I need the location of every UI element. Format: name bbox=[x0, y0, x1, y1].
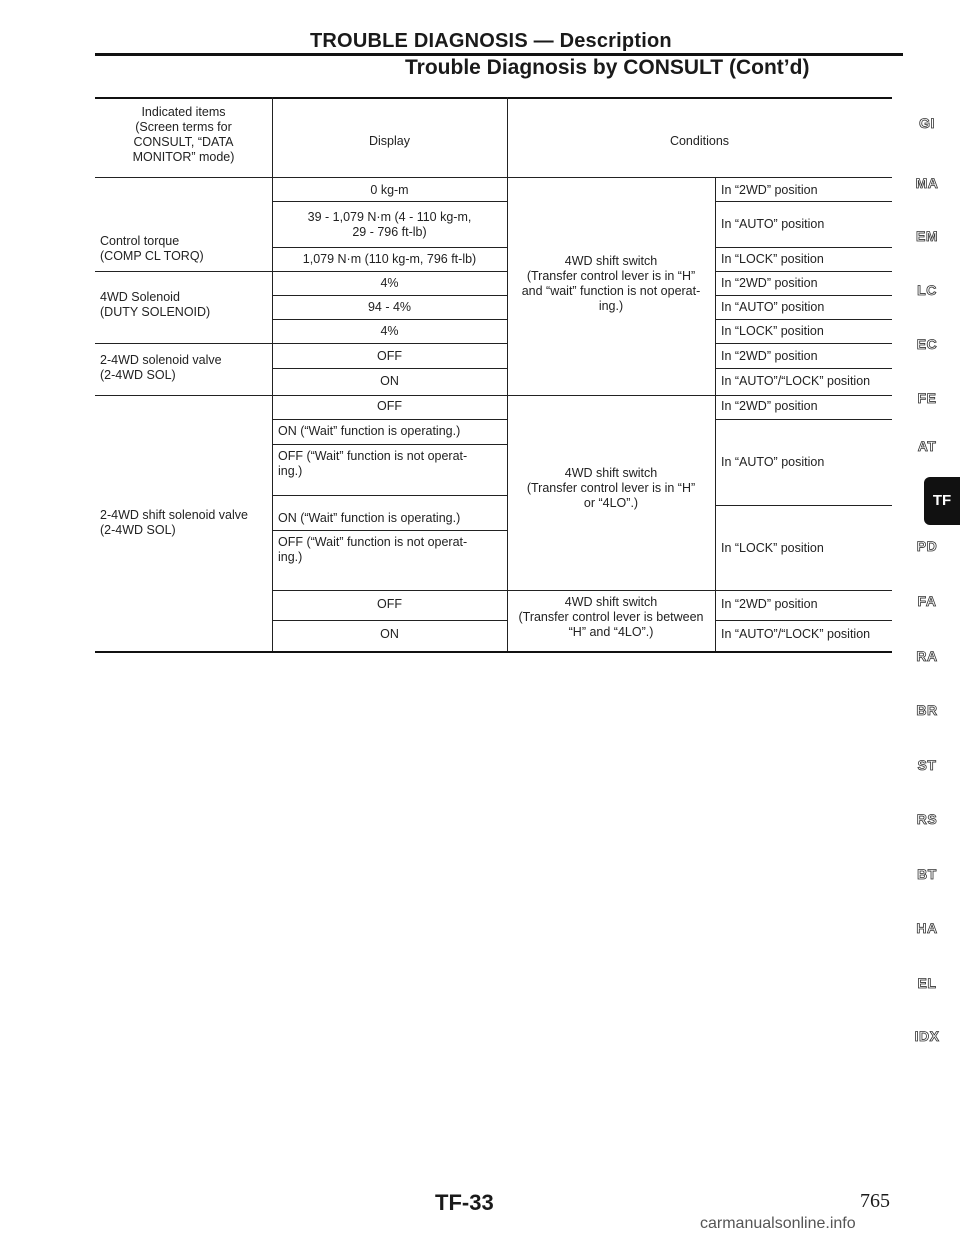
display-cell-d8 bbox=[272, 374, 507, 389]
sidebar-item-bt[interactable]: BT bbox=[917, 866, 937, 882]
display-cell-d9 bbox=[272, 399, 507, 414]
display-cell-d2 bbox=[272, 210, 507, 240]
group-rule bbox=[95, 395, 272, 396]
display-cell-d1 bbox=[272, 183, 507, 198]
sidebar-item-fe[interactable]: FE bbox=[917, 390, 937, 406]
page-code: TF-33 bbox=[435, 1190, 494, 1215]
page-title: TROUBLE DIAGNOSIS — Description bbox=[310, 30, 672, 52]
position-row-rule bbox=[715, 247, 892, 248]
sidebar-item-ha[interactable]: HA bbox=[916, 920, 938, 936]
col-rule-3 bbox=[715, 177, 716, 651]
position-row-rule bbox=[715, 505, 892, 506]
sidebar-item-st[interactable]: ST bbox=[917, 757, 937, 773]
position-cell-p2: In “AUTO” position bbox=[721, 217, 825, 231]
position-cell-p8: In “AUTO”/“LOCK” position bbox=[721, 374, 871, 388]
sidebar-item-lc[interactable]: LC bbox=[917, 282, 937, 298]
display-cell-d13-line: OFF (“Wait” function is not operat- bbox=[278, 535, 468, 549]
label-2-4wd-solenoid-valve-line: (2-4WD SOL) bbox=[100, 368, 176, 382]
display-cell-d2-line: 39 - 1,079 N·m (4 - 110 kg-m, bbox=[307, 210, 472, 224]
condition-4wd-shift-switch-1-line: (Transfer control lever is in “H” bbox=[526, 269, 696, 283]
header-indicated-items bbox=[95, 105, 272, 165]
display-cell-d7 bbox=[272, 349, 507, 364]
display-row-rule bbox=[272, 201, 507, 202]
position-row-rule bbox=[715, 620, 892, 621]
position-cell-p9: In “2WD” position bbox=[721, 399, 818, 413]
position-row-rule bbox=[715, 590, 892, 591]
sidebar-item-ma[interactable]: MA bbox=[915, 175, 939, 191]
header-conditions: Conditions bbox=[669, 134, 730, 148]
display-row-rule bbox=[272, 419, 507, 420]
display-row-rule bbox=[272, 530, 507, 531]
sidebar-item-pd[interactable]: PD bbox=[916, 538, 938, 554]
header-indicated-items-line: Indicated items bbox=[141, 105, 226, 119]
display-row-rule bbox=[272, 395, 507, 396]
display-cell-d11 bbox=[278, 449, 505, 479]
display-cell-d13 bbox=[278, 535, 505, 565]
label-control-torque-line: (COMP CL TORQ) bbox=[100, 249, 204, 263]
condition-4wd-shift-switch-3-line: “H” and “4LO”.) bbox=[568, 625, 654, 639]
group-rule bbox=[95, 343, 272, 344]
display-cell-d6 bbox=[272, 324, 507, 339]
label-4wd-solenoid bbox=[100, 290, 270, 320]
sidebar-item-ra[interactable]: RA bbox=[916, 648, 938, 664]
display-cell-d15 bbox=[272, 627, 507, 642]
label-2-4wd-solenoid-valve bbox=[100, 353, 270, 383]
sidebar-item-br[interactable]: BR bbox=[916, 702, 938, 718]
display-row-rule bbox=[272, 368, 507, 369]
sidebar-item-gi[interactable]: GI bbox=[919, 115, 935, 131]
position-cell-p10: In “AUTO” position bbox=[721, 455, 825, 469]
label-control-torque bbox=[100, 234, 270, 264]
position-row-rule bbox=[715, 395, 892, 396]
condition-4wd-shift-switch-1-line: ing.) bbox=[598, 299, 624, 313]
label-2-4wd-solenoid-valve-line: 2-4WD solenoid valve bbox=[100, 353, 222, 367]
condition-rule bbox=[507, 395, 715, 396]
condition-4wd-shift-switch-3-line: 4WD shift switch bbox=[564, 595, 658, 609]
condition-4wd-shift-switch-2-line: 4WD shift switch bbox=[564, 466, 658, 480]
sidebar-item-rs[interactable]: RS bbox=[916, 811, 938, 827]
table-bottom-rule bbox=[95, 651, 892, 653]
position-cell-p3: In “LOCK” position bbox=[721, 252, 824, 266]
sidebar-item-ec[interactable]: EC bbox=[916, 336, 938, 352]
position-row-rule bbox=[715, 271, 892, 272]
header-indicated-items-line: CONSULT, “DATA bbox=[133, 135, 234, 149]
display-cell-d13-line: ing.) bbox=[278, 550, 303, 564]
display-row-rule bbox=[272, 247, 507, 248]
position-row-rule bbox=[715, 419, 892, 420]
header-display: Display bbox=[369, 134, 410, 148]
condition-4wd-shift-switch-2 bbox=[507, 466, 715, 511]
header-indicated-items-line: (Screen terms for bbox=[135, 120, 232, 134]
display-cell-d7-line: OFF bbox=[377, 349, 402, 363]
position-cell-p1: In “2WD” position bbox=[721, 183, 818, 197]
position-row-rule bbox=[715, 295, 892, 296]
display-cell-d3-line: 1,079 N·m (110 kg-m, 796 ft-lb) bbox=[302, 252, 477, 266]
label-4wd-solenoid-line: 4WD Solenoid bbox=[100, 290, 180, 304]
display-cell-d10 bbox=[278, 424, 505, 439]
display-cell-d12 bbox=[278, 511, 505, 526]
label-4wd-solenoid-line: (DUTY SOLENOID) bbox=[100, 305, 211, 319]
display-row-rule bbox=[272, 343, 507, 344]
display-cell-d2-line: 29 - 796 ft-lb) bbox=[352, 225, 427, 239]
position-cell-p13: In “AUTO”/“LOCK” position bbox=[721, 627, 871, 641]
display-cell-d11-line: OFF (“Wait” function is not operat- bbox=[278, 449, 468, 463]
group-rule bbox=[95, 271, 272, 272]
condition-4wd-shift-switch-1-line: and “wait” function is not operat- bbox=[521, 284, 701, 298]
watermark: carmanualsonline.info bbox=[700, 1215, 856, 1232]
position-cell-p5: In “AUTO” position bbox=[721, 300, 825, 314]
sidebar-item-el[interactable]: EL bbox=[917, 975, 937, 991]
position-cell-p12: In “2WD” position bbox=[721, 597, 818, 611]
position-cell-p4: In “2WD” position bbox=[721, 276, 818, 290]
header-indicated-items-line: MONITOR” mode) bbox=[132, 150, 235, 164]
display-cell-d3 bbox=[272, 252, 507, 267]
display-cell-d14 bbox=[272, 597, 507, 612]
display-row-rule bbox=[272, 271, 507, 272]
col-rule-2 bbox=[507, 97, 508, 651]
display-cell-d15-line: ON bbox=[380, 627, 399, 641]
condition-4wd-shift-switch-2-line: or “4LO”.) bbox=[583, 496, 639, 510]
display-row-rule bbox=[272, 295, 507, 296]
label-control-torque-line: Control torque bbox=[100, 234, 180, 248]
sidebar-tab-label: TF bbox=[932, 492, 952, 509]
position-row-rule bbox=[715, 201, 892, 202]
condition-4wd-shift-switch-2-line: (Transfer control lever is in “H” bbox=[526, 481, 696, 495]
condition-4wd-shift-switch-1 bbox=[507, 254, 715, 314]
display-cell-d12-line: ON (“Wait” function is operating.) bbox=[278, 511, 461, 525]
condition-4wd-shift-switch-3 bbox=[507, 595, 715, 640]
sidebar-item-em[interactable]: EM bbox=[916, 228, 938, 244]
display-cell-d8-line: ON bbox=[380, 374, 399, 388]
position-row-rule bbox=[715, 319, 892, 320]
display-row-rule bbox=[272, 444, 507, 445]
display-cell-d1-line: 0 kg-m bbox=[370, 183, 409, 197]
display-cell-d5 bbox=[272, 300, 507, 315]
position-cell-p11: In “LOCK” position bbox=[721, 541, 824, 555]
display-cell-d14-line: OFF bbox=[377, 597, 402, 611]
sidebar-tab-tf[interactable] bbox=[924, 477, 960, 525]
display-row-rule bbox=[272, 495, 507, 496]
display-row-rule bbox=[272, 620, 507, 621]
table-top-rule bbox=[95, 97, 892, 99]
display-cell-d11-line: ing.) bbox=[278, 464, 303, 478]
page-subtitle: Trouble Diagnosis by CONSULT (Cont’d) bbox=[405, 56, 810, 79]
display-cell-d5-line: 94 - 4% bbox=[367, 300, 412, 314]
display-row-rule bbox=[272, 319, 507, 320]
position-cell-p7: In “2WD” position bbox=[721, 349, 818, 363]
display-cell-d10-line: ON (“Wait” function is operating.) bbox=[278, 424, 461, 438]
page-number: 765 bbox=[860, 1190, 890, 1212]
display-cell-d6-line: 4% bbox=[380, 324, 399, 338]
sidebar-item-at[interactable]: AT bbox=[917, 438, 937, 454]
display-cell-d4-line: 4% bbox=[380, 276, 399, 290]
display-cell-d4 bbox=[272, 276, 507, 291]
position-cell-p6: In “LOCK” position bbox=[721, 324, 824, 338]
position-row-rule bbox=[715, 343, 892, 344]
label-2-4wd-shift-solenoid-valve bbox=[100, 508, 270, 538]
condition-4wd-shift-switch-3-line: (Transfer control lever is between bbox=[518, 610, 704, 624]
sidebar-item-idx[interactable]: IDX bbox=[914, 1028, 940, 1044]
header-bottom-rule bbox=[95, 177, 892, 178]
display-row-rule bbox=[272, 590, 507, 591]
display-cell-d9-line: OFF bbox=[377, 399, 402, 413]
position-row-rule bbox=[715, 368, 892, 369]
condition-4wd-shift-switch-1-line: 4WD shift switch bbox=[564, 254, 658, 268]
label-2-4wd-shift-solenoid-valve-line: 2-4WD shift solenoid valve bbox=[100, 508, 248, 522]
sidebar-item-fa[interactable]: FA bbox=[917, 593, 937, 609]
label-2-4wd-shift-solenoid-valve-line: (2-4WD SOL) bbox=[100, 523, 176, 537]
condition-rule bbox=[507, 590, 715, 591]
